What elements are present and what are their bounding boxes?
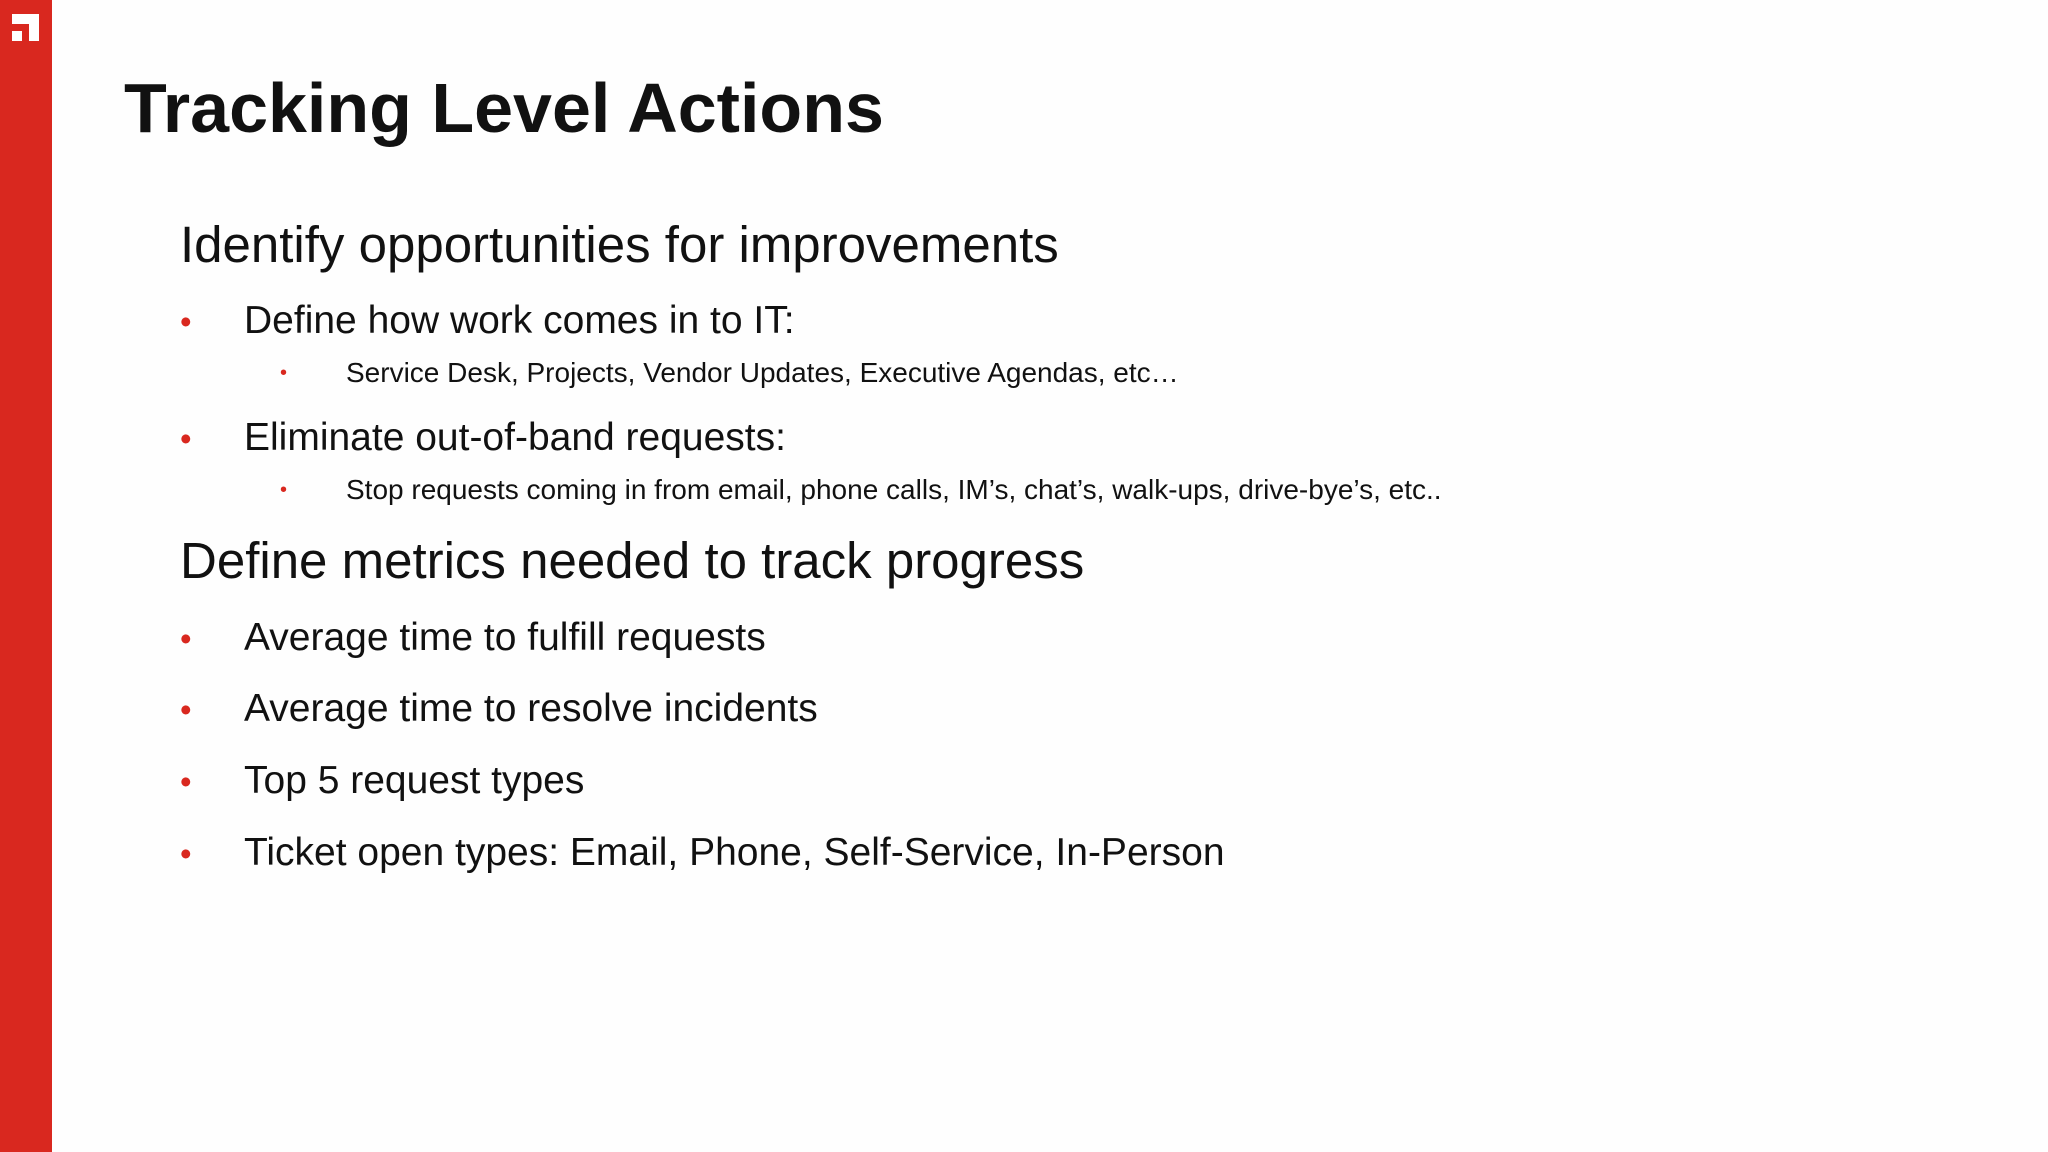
list-item-text: Ticket open types: Email, Phone, Self-Service, In-Person — [244, 831, 1225, 874]
bullet-icon: • — [180, 763, 192, 800]
sub-list-item-text: Service Desk, Projects, Vendor Updates, Executive Agendas, etc… — [346, 357, 1179, 388]
bullet-icon: • — [180, 835, 192, 872]
page-title: Tracking Level Actions — [124, 69, 884, 147]
list-item-text: Define how work comes in to IT: — [244, 299, 795, 342]
list-item-text: Eliminate out-of-band requests: — [244, 416, 786, 459]
bullet-icon: • — [180, 620, 192, 657]
bullet-icon: • — [280, 362, 288, 384]
bullet-icon: • — [180, 691, 192, 728]
sub-list-item-text: Stop requests coming in from email, phone calls, IM’s, chat’s, walk-ups, drive-bye’s, etc.. — [346, 474, 1442, 505]
list-item-text: Average time to fulfill requests — [244, 616, 766, 659]
accent-sidebar — [0, 0, 52, 1152]
brand-logo-icon — [12, 14, 39, 41]
list-item-text: Average time to resolve incidents — [244, 687, 818, 730]
section-heading-metrics: Define metrics needed to track progress — [180, 532, 1085, 589]
bullet-icon: • — [180, 420, 192, 457]
bullet-icon: • — [180, 303, 192, 340]
section-heading-opportunities: Identify opportunities for improvements — [180, 216, 1059, 273]
bullet-icon: • — [280, 479, 288, 501]
list-item-text: Top 5 request types — [244, 759, 585, 802]
